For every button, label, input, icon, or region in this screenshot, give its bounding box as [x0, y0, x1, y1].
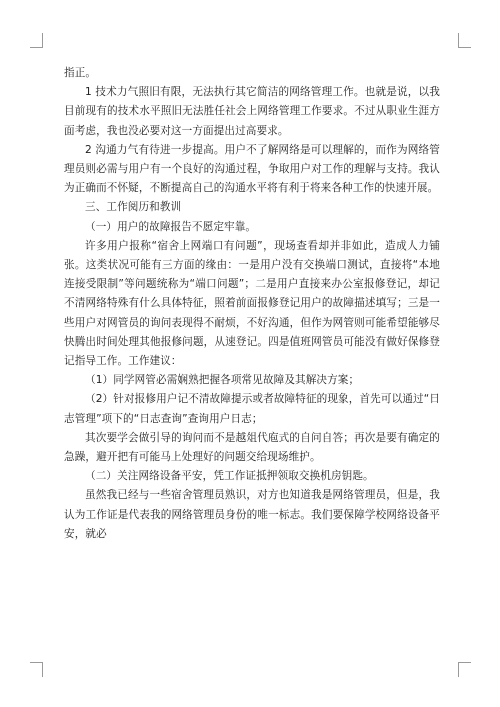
section-heading-experience: 三、工作阅历和教训	[85, 201, 182, 214]
paragraph-guided-inquiry: 其次要学会做引导的询问而不是越俎代庖式的自问自答；再次是要有确定的急躁，避开把有可能马上处理好的问题交给现场维护。	[64, 431, 440, 464]
paragraph-technical-skill: 1 技术力气照旧有限，无法执行其它简洁的网络管理工作。也就是说，以我目前现有的技术水平照旧无法胜任社会上网络管理工作要求。不过从职业生涯方面考虑，我也没必要对这一方面提出过高要求。	[64, 86, 440, 137]
crop-mark-bottom-left	[30, 662, 43, 677]
subheading-device-security: （二）关注网络设备平安，凭工作证抵押领取交换机房钥匙。	[85, 470, 374, 483]
paragraph-communication-skill: 2 沟通力气有待进一步提高。用户不了解网络是可以理解的，而作为网络管理员则必需与用户有一个良好的沟通过程，争取用户对工作的理解与支持。我认为正确而不怀疑，不断提高自己的沟通水平将有利于将来各种工作的快速开展。	[64, 143, 440, 195]
crop-mark-top-left	[30, 33, 43, 48]
paragraph-fault-reasons: 许多用户报称“宿舍上网端口有问题”，现场查看却并非如此，造成人力铺张。这类状况可能有三方面的缘由：一是用户没有交换端口测试，直接将“本地连接受限制”等问题统称为“端口问题”；二是用户直接来办公室报修登记，却记不清网络特殊有什么具体特征，照着前面报修登记用户的故障描述填写；三是一些用户对网管员的询问表现得不耐烦，不好沟通，但作为网管则可能希望能够尽快腾出时间处理其他报修问题，从速登记。四是值班网管员可能没有做好保修登记指导工作。工作建议：	[64, 239, 440, 368]
list-item-suggestion-2: （2）针对报修用户记不清故障提示或者故障特征的现象，首先可以通过“日志管理”项下的“日志查询”查询用户日志；	[64, 393, 440, 425]
paragraph-work-id: 虽然我已经与一些宿舍管理员熟识，对方也知道我是网络管理员，但是，我认为工作证是代表我的网络管理员身份的唯一标志。我们要保障学校网络设备平安，就必	[64, 489, 440, 540]
paragraph-closing-note: 指正。	[64, 67, 97, 79]
document-body	[64, 64, 440, 544]
crop-mark-bottom-right	[458, 662, 471, 677]
subheading-fault-reports: （一）用户的故障报告不愿定牢靠。	[85, 220, 257, 233]
crop-mark-top-right	[458, 33, 471, 48]
list-item-suggestion-1: （1）同学网管必需娴熟把握各项常见故障及其解决方案；	[85, 374, 360, 387]
